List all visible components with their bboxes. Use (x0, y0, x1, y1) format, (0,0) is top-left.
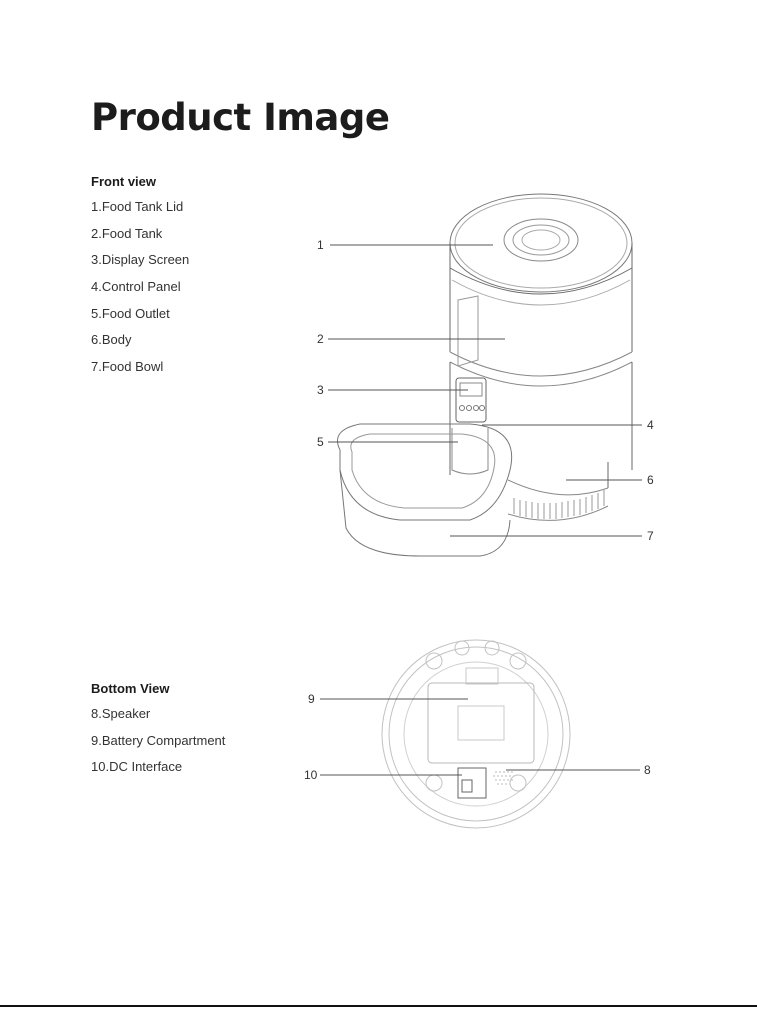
list-item: 10.DC Interface (91, 759, 183, 775)
list-item: 6.Body (91, 332, 132, 348)
callout-7: 7 (647, 529, 654, 543)
callout-3: 3 (317, 383, 324, 397)
callout-8: 8 (644, 763, 651, 777)
list-item: 9.Battery Compartment (91, 732, 226, 748)
callout-1: 1 (317, 238, 324, 252)
callout-6: 6 (647, 473, 654, 487)
callout-2: 2 (317, 332, 324, 346)
list-item: 4.Control Panel (91, 279, 181, 295)
bottom-view-heading: Bottom View (91, 681, 170, 696)
list-item: 8.Speaker (91, 706, 151, 721)
list-item: 7.Food Bowl (91, 359, 164, 375)
callout-9: 9 (308, 692, 315, 706)
list-item: 2.Food Tank (91, 225, 163, 241)
callout-5: 5 (317, 435, 324, 449)
callout-4: 4 (647, 418, 654, 432)
page-title: Product Image (91, 96, 390, 139)
list-item: 5.Food Outlet (91, 305, 170, 321)
front-view-heading: Front view (91, 174, 157, 189)
list-item: 1.Food Tank Lid (91, 199, 184, 214)
footer-divider (0, 1005, 757, 1007)
callout-10: 10 (304, 768, 318, 782)
list-item: 3.Display Screen (91, 252, 190, 268)
